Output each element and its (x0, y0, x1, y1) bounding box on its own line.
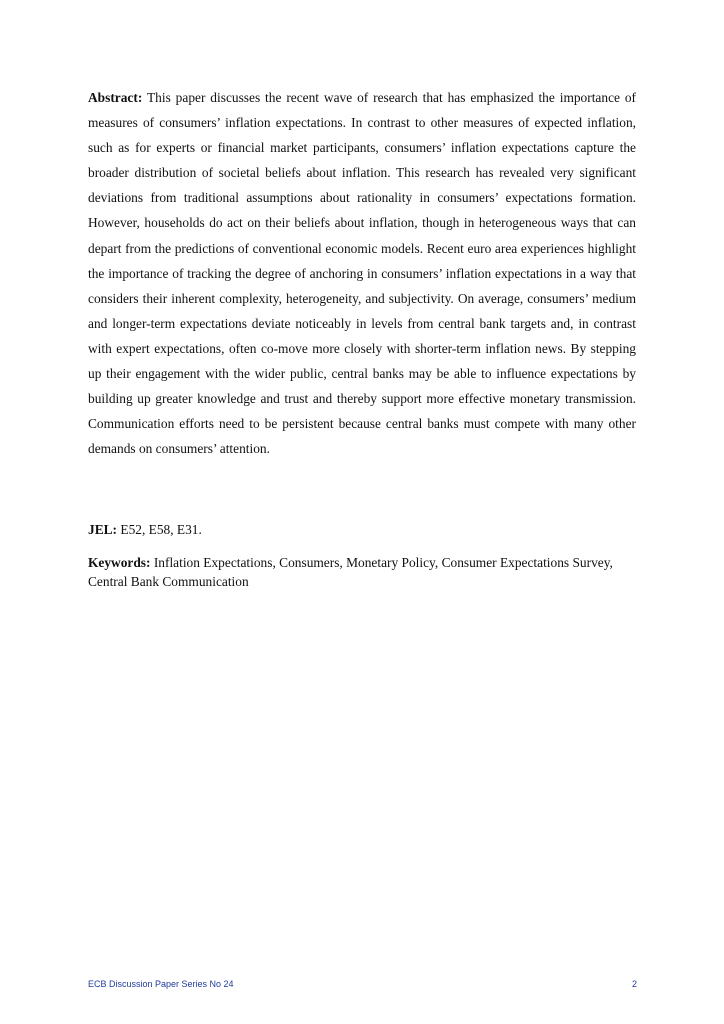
footer-page-number: 2 (631, 979, 637, 989)
abstract-text: This paper discusses the recent wave of research that has emphasized the importance of measures of consumers’ inflation expectations. In contrast to other measures of expected inflation, such as for experts or financial market participants, consumers’ inflation expectations capture the broader distribution of societal beliefs about inflation. This research has revealed very significant deviations from traditional assumptions about rationality in consumers’ expectations formation. However, households do act on their beliefs about inflation, though in heterogeneous ways that can depart from the predictions of conventional economic models. Recent euro area experiences highlight the importance of tracking the degree of anchoring in consumers’ inflation expectations in a way that considers their inherent complexity, heterogeneity, and subjectivity. On average, consumers’ medium and longer-term expectations deviate noticeably in levels from central bank targets and, in contrast with expert expectations, often co-move more closely with shorter-term inflation news. By stepping up their engagement with the wider public, central banks may be able to influence expectations by building up greater knowledge and trust and thereby support more effective monetary transmission. Communication efforts need to be persistent because central banks must compete with many other demands on consumers’ attention. (88, 90, 637, 457)
abstract-label: Abstract: (88, 90, 143, 105)
jel-text: E52, E58, E31. (120, 522, 202, 537)
footer-series-title: ECB Discussion Paper Series No 24 (88, 979, 234, 989)
keywords-label: Keywords: (88, 555, 151, 570)
keywords-text: Inflation Expectations, Consumers, Monetary Policy, Consumer Expectations Survey, Central Bank Communication (88, 555, 613, 589)
abstract-paragraph (88, 85, 636, 461)
keywords (88, 553, 636, 591)
jel-codes (88, 520, 636, 540)
jel-label: JEL: (88, 522, 118, 537)
